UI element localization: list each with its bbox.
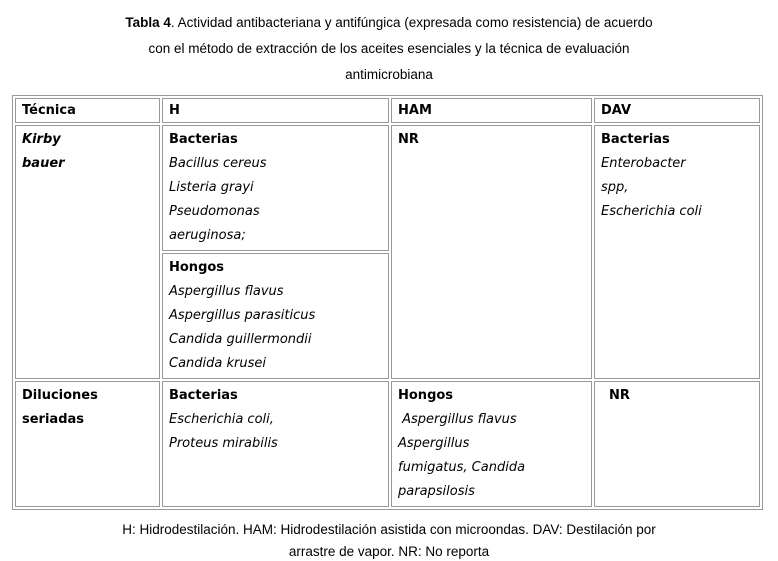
cell-h-bacterias-diluciones xyxy=(162,381,389,507)
cell-heading-hongos: Hongos xyxy=(398,388,454,403)
cell-line: spp, xyxy=(601,180,629,195)
cell-line: Enterobacter xyxy=(601,156,686,171)
cell-line: fumigatus, Candida xyxy=(398,460,526,475)
species-list xyxy=(601,152,753,224)
cell-heading-hongos: Hongos xyxy=(169,260,225,275)
cell-line: seriadas xyxy=(22,412,85,427)
footnote-line-2: arrastre de vapor. NR: No reporta xyxy=(288,544,490,559)
column-header-tecnica: Técnica xyxy=(15,98,160,123)
species-list xyxy=(169,280,382,376)
cell-line: bauer xyxy=(22,156,65,171)
footnote-line-1: H: Hidrodestilación. HAM: Hidrodestilación asistida con microondas. DAV: Destilación por xyxy=(122,522,656,537)
cell-line: aeruginosa; xyxy=(169,228,246,243)
column-header-dav: DAV xyxy=(594,98,760,123)
cell-line: Aspergillus xyxy=(398,436,470,451)
table-row-kirby-bauer xyxy=(15,125,760,251)
technique-lines xyxy=(22,384,153,432)
cell-h-bacterias xyxy=(162,125,389,251)
cell-dav-bacterias xyxy=(594,125,760,379)
table-caption xyxy=(0,0,778,88)
header-row xyxy=(15,98,760,123)
technique-lines xyxy=(22,128,153,176)
cell-line: Aspergillus flavus xyxy=(398,412,517,427)
cell-technique-kirby-bauer xyxy=(15,125,160,379)
species-list xyxy=(169,408,382,456)
table-row-diluciones-seriadas xyxy=(15,381,760,507)
caption-line-2: con el método de extracción de los aceites esenciales y la técnica de evaluación xyxy=(148,41,630,56)
cell-line: Aspergillus flavus xyxy=(169,284,284,299)
cell-line: Candida guillermondii xyxy=(169,332,312,347)
cell-line: Pseudomonas xyxy=(169,204,260,219)
cell-line: Aspergillus parasiticus xyxy=(169,308,316,323)
cell-dav-nr: NR xyxy=(594,381,760,507)
column-header-ham: HAM xyxy=(391,98,592,123)
cell-line: Bacillus cereus xyxy=(169,156,267,171)
table-footnote xyxy=(0,519,778,561)
cell-line: Escherichia coli xyxy=(601,204,702,219)
cell-line: Escherichia coli, xyxy=(169,412,274,427)
cell-line: Listeria grayi xyxy=(169,180,254,195)
species-list xyxy=(169,152,382,248)
cell-line: Candida krusei xyxy=(169,356,266,371)
column-header-h: H xyxy=(162,98,389,123)
cell-h-hongos xyxy=(162,253,389,379)
cell-heading-bacterias: Bacterias xyxy=(169,388,238,403)
caption-line-3: antimicrobiana xyxy=(345,67,433,82)
cell-technique-diluciones-seriadas xyxy=(15,381,160,507)
cell-ham-nr: NR xyxy=(391,125,592,379)
cell-line: Kirby xyxy=(22,132,61,147)
cell-line: Diluciones xyxy=(22,388,98,403)
antimicrobial-activity-table xyxy=(12,95,763,510)
caption-line-1 xyxy=(0,10,778,36)
cell-heading-bacterias: Bacterias xyxy=(601,132,670,147)
cell-heading-bacterias: Bacterias xyxy=(169,132,238,147)
cell-ham-hongos xyxy=(391,381,592,507)
caption-line-1-rest: . Actividad antibacteriana y antifúngica (expresada como resistencia) de acuerdo xyxy=(170,15,653,30)
cell-line: parapsilosis xyxy=(398,484,475,499)
cell-line: Proteus mirabilis xyxy=(169,436,278,451)
species-list xyxy=(398,408,585,504)
caption-table-number: Tabla 4 xyxy=(125,15,171,30)
